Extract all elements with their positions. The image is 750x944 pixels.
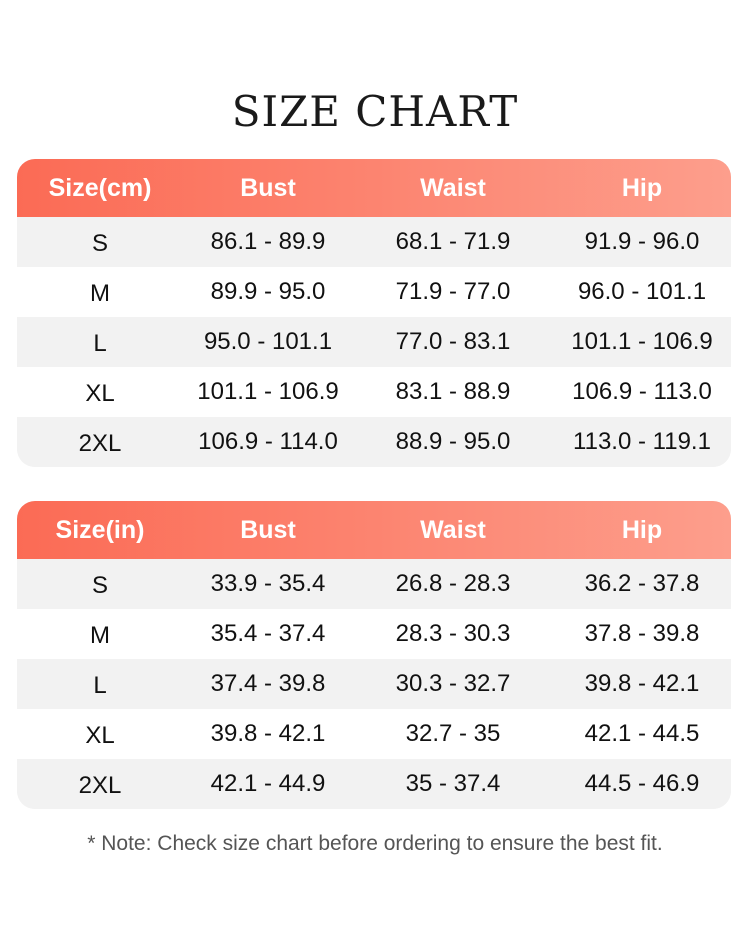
hip-cell: 91.9 - 96.0 (584, 228, 700, 255)
page-title: SIZE CHART (231, 87, 519, 136)
header-bust: Bust (240, 173, 296, 202)
bust-cell: 95.0 - 101.1 (203, 328, 333, 355)
table-header (17, 501, 731, 559)
table-row (17, 367, 731, 417)
table-row (17, 709, 731, 759)
hip-cell: 42.1 - 44.5 (584, 720, 700, 747)
table-row (17, 559, 731, 609)
size-table-in (17, 501, 731, 809)
waist-cell: 28.3 - 30.3 (395, 620, 511, 647)
header-size: Size(cm) (48, 173, 152, 202)
bust-cell: 33.9 - 35.4 (210, 570, 326, 597)
waist-cell: 88.9 - 95.0 (395, 428, 511, 455)
size-cell: XL (85, 380, 115, 407)
bust-cell: 89.9 - 95.0 (210, 278, 326, 305)
hip-cell: 36.2 - 37.8 (584, 570, 700, 597)
waist-cell: 77.0 - 83.1 (395, 328, 511, 355)
header-bust: Bust (240, 515, 296, 544)
size-cell: M (90, 280, 110, 307)
bust-cell: 39.8 - 42.1 (210, 720, 326, 747)
waist-cell: 68.1 - 71.9 (395, 228, 511, 255)
hip-cell: 106.9 - 113.0 (572, 378, 712, 405)
size-cell: S (91, 572, 108, 599)
header-size: Size(in) (55, 515, 145, 544)
waist-cell: 83.1 - 88.9 (395, 378, 511, 405)
waist-cell: 30.3 - 32.7 (395, 670, 511, 697)
header-hip: Hip (621, 515, 663, 544)
hip-cell: 44.5 - 46.9 (584, 770, 700, 797)
table-row (17, 759, 731, 809)
waist-cell: 71.9 - 77.0 (395, 278, 511, 305)
size-cell: L (93, 672, 107, 699)
table-row (17, 609, 731, 659)
header-waist: Waist (420, 173, 486, 202)
header-hip: Hip (621, 173, 663, 202)
waist-cell: 32.7 - 35 (405, 720, 501, 747)
header-waist: Waist (420, 515, 486, 544)
size-cell: L (93, 330, 107, 357)
size-cell: M (90, 622, 110, 649)
table-row (17, 659, 731, 709)
table-header (17, 159, 731, 217)
hip-cell: 37.8 - 39.8 (584, 620, 700, 647)
fit-note: * Note: Check size chart before ordering to ensure the best fit. (87, 832, 663, 855)
hip-cell: 39.8 - 42.1 (584, 670, 700, 697)
hip-cell: 96.0 - 101.1 (577, 278, 707, 305)
hip-cell: 101.1 - 106.9 (571, 328, 713, 355)
bust-cell: 106.9 - 114.0 (198, 428, 338, 455)
waist-cell: 35 - 37.4 (405, 770, 501, 797)
size-cell: 2XL (78, 772, 122, 799)
bust-cell: 35.4 - 37.4 (210, 620, 326, 647)
waist-cell: 26.8 - 28.3 (395, 570, 511, 597)
size-cell: S (91, 230, 108, 257)
hip-cell: 113.0 - 119.1 (573, 428, 711, 455)
size-cell: 2XL (78, 430, 122, 457)
table-row (17, 417, 731, 467)
table-row (17, 217, 731, 267)
bust-cell: 37.4 - 39.8 (210, 670, 326, 697)
size-table-cm (17, 159, 731, 467)
bust-cell: 42.1 - 44.9 (210, 770, 326, 797)
bust-cell: 101.1 - 106.9 (197, 378, 339, 405)
table-row (17, 267, 731, 317)
size-cell: XL (85, 722, 115, 749)
table-row (17, 317, 731, 367)
bust-cell: 86.1 - 89.9 (210, 228, 326, 255)
